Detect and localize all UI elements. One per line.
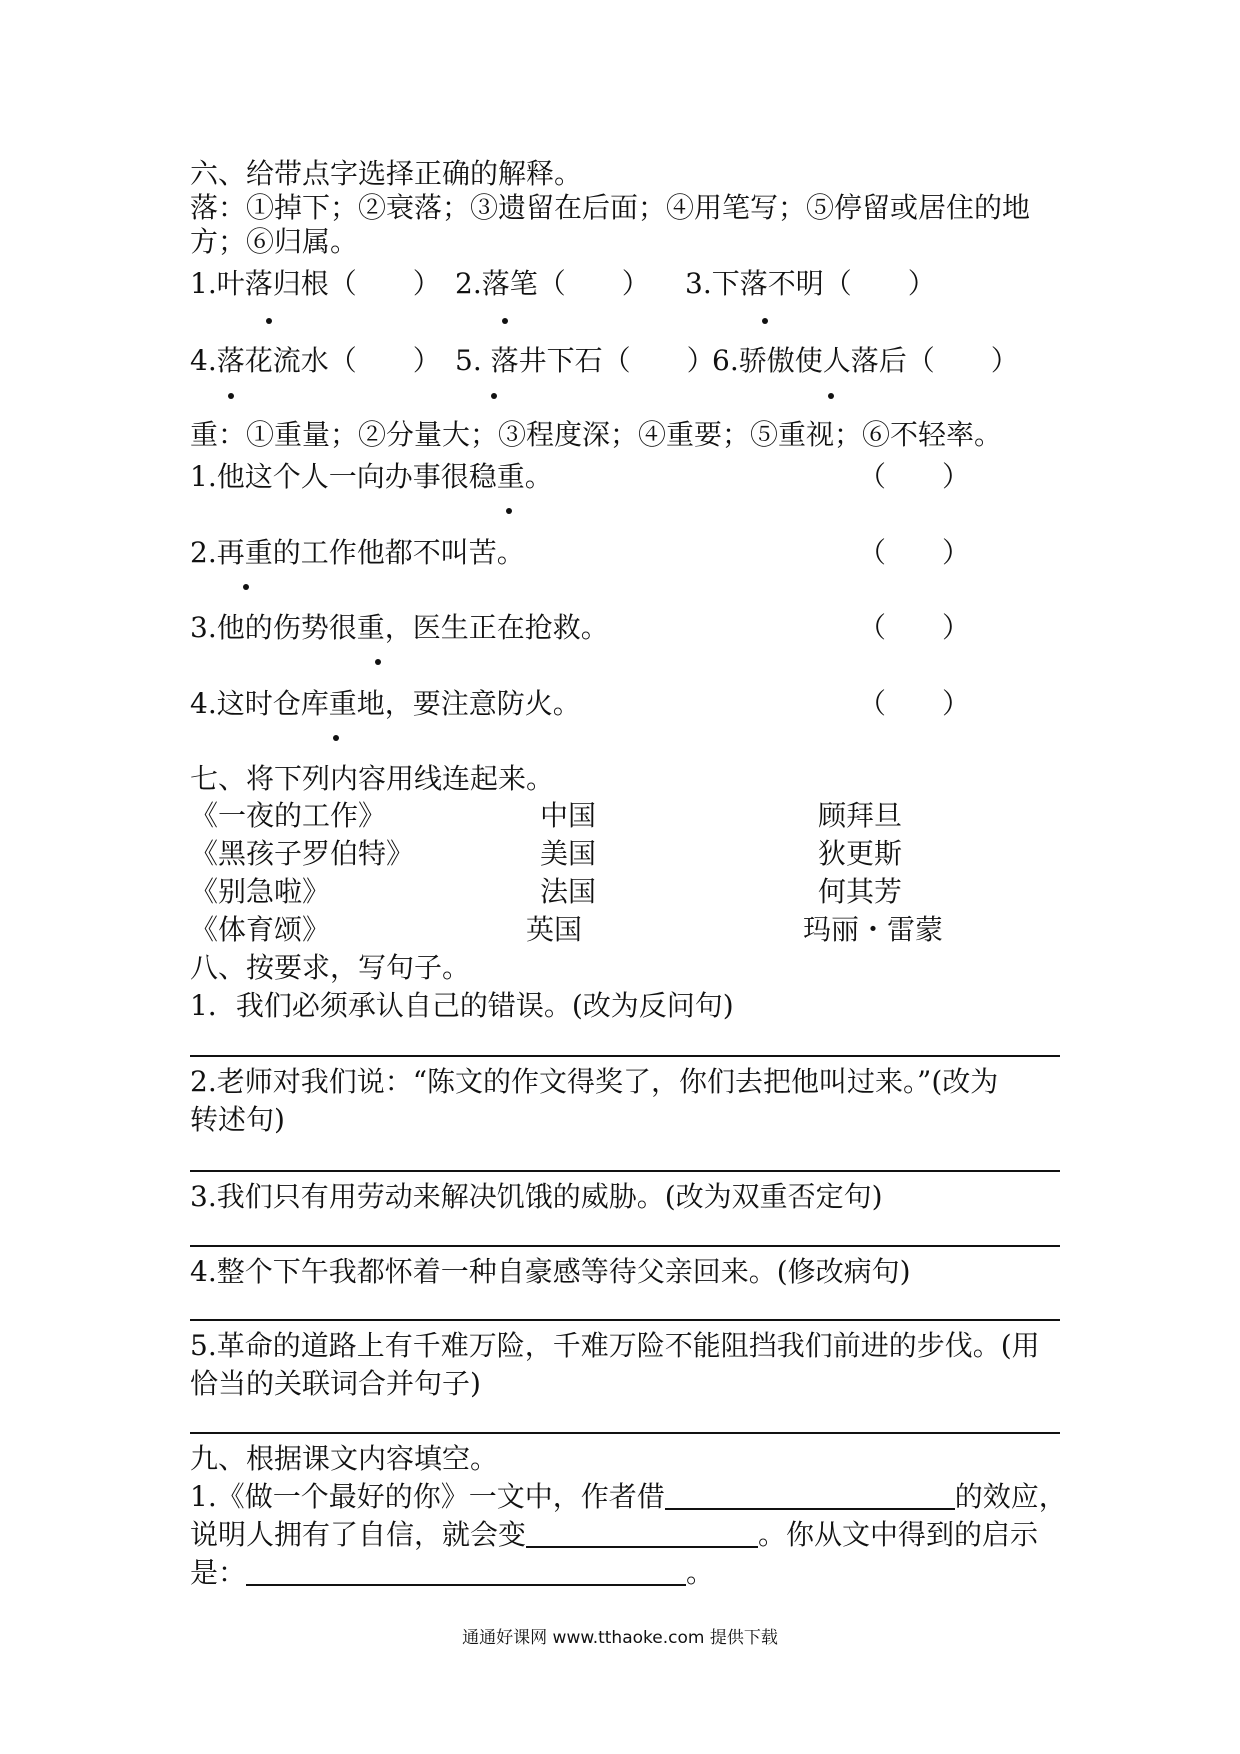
zhong-definitions: 重：①重量；②分量大；③程度深；④重要；⑤重视；⑥不轻率。 [190,418,1003,451]
zhong-item-1-paren: （ ） [858,460,971,493]
rewrite-question-5-line2: 恰当的关联词合并句子) [190,1367,481,1400]
section8-title: 八、按要求，写句子。 [190,951,471,984]
luo-definitions-line1: 落：①掉下；②衰落；③遗留在后面；④用笔写；⑤停留或居住的地 [190,191,1031,224]
answer-line-2[interactable] [190,1170,1060,1172]
section6-title: 六、给带点字选择正确的解释。 [190,157,583,190]
emphasis-dot [243,584,249,590]
match-country-2: 美国 [540,837,597,870]
footer-credit: 通通好课网 www.tthaoke.com 提供下载 [462,1628,778,1648]
rewrite-question-5-line1: 5.革命的道路上有千难万险，千难万险不能阻挡我们前进的步伐。(用 [190,1329,1040,1362]
match-book-4: 《体育颂》 [190,913,331,946]
fill-question-1-line2 [190,1516,1060,1554]
zhong-item-4-paren: （ ） [858,687,971,720]
fill-blank-effect[interactable] [665,1480,955,1510]
rewrite-question-4: 4.整个下午我都怀着一种自豪感等待父亲回来。(修改病句) [190,1255,911,1288]
fill-text: 是： [190,1556,247,1589]
fill-text: 的效应， [954,1480,1067,1513]
match-book-1: 《一夜的工作》 [190,799,387,832]
emphasis-dot [333,735,339,741]
luo-item-1: 1.叶落归根（ ） [190,267,441,300]
match-country-1: 中国 [540,799,597,832]
rewrite-question-1: 1．我们必须承认自己的错误。(改为反问句) [190,989,734,1022]
match-author-1: 顾拜旦 [818,799,903,832]
match-author-3: 何其芳 [818,875,903,908]
emphasis-dot [266,318,272,324]
luo-item-6: 6.骄傲使人落后（ ） [712,344,1019,377]
match-book-3: 《别急啦》 [190,875,331,908]
fill-question-1-line1 [190,1478,1067,1516]
fill-text: 。 [686,1556,715,1589]
zhong-item-4: 4.这时仓库重地，要注意防火。 [190,687,581,720]
rewrite-question-2-line1: 2.老师对我们说：“陈文的作文得奖了，你们去把他叫过来。”(改为 [190,1065,999,1098]
answer-line-3[interactable] [190,1245,1060,1247]
emphasis-dot [228,393,234,399]
zhong-item-2: 2.再重的工作他都不叫苦。 [190,536,525,569]
match-book-2: 《黑孩子罗伯特》 [190,837,415,870]
luo-definitions-line2: 方；⑥归属。 [190,225,359,258]
luo-item-4: 4.落花流水（ ） [190,344,441,377]
match-author-2: 狄更斯 [818,837,903,870]
zhong-item-1: 1.他这个人一向办事很稳重。 [190,460,553,493]
section9-title: 九、根据课文内容填空。 [190,1442,499,1475]
luo-item-3: 3.下落不明（ ） [685,267,936,300]
match-author-4: 玛丽・雷蒙 [803,913,944,946]
zhong-item-3-paren: （ ） [858,611,971,644]
section7-title: 七、将下列内容用线连起来。 [190,762,555,795]
fill-text: 。你从文中得到的启示 [758,1518,1039,1551]
zhong-item-2-paren: （ ） [858,536,971,569]
emphasis-dot [762,318,768,324]
match-country-4: 英国 [526,913,583,946]
emphasis-dot [491,393,497,399]
emphasis-dot [375,659,381,665]
fill-question-1-line3 [190,1554,1060,1592]
zhong-item-3: 3.他的伤势很重，医生正在抢救。 [190,611,609,644]
answer-line-5[interactable] [190,1432,1060,1434]
emphasis-dot [828,393,834,399]
emphasis-dot [506,508,512,514]
answer-line-4[interactable] [190,1319,1060,1321]
rewrite-question-2-line2: 转述句) [190,1103,285,1136]
luo-item-2: 2.落笔（ ） [455,267,650,300]
fill-text: 说明人拥有了自信，就会变 [190,1518,527,1551]
emphasis-dot [502,318,508,324]
fill-text: 1.《做一个最好的你》一文中，作者借 [190,1480,665,1513]
fill-blank-become[interactable] [526,1518,758,1548]
match-country-3: 法国 [540,875,597,908]
rewrite-question-3: 3.我们只有用劳动来解决饥饿的威胁。(改为双重否定句) [190,1180,883,1213]
answer-line-1[interactable] [190,1055,1060,1057]
fill-blank-insight[interactable] [246,1556,686,1586]
luo-item-5: 5. 落井下石（ ） [455,344,715,377]
